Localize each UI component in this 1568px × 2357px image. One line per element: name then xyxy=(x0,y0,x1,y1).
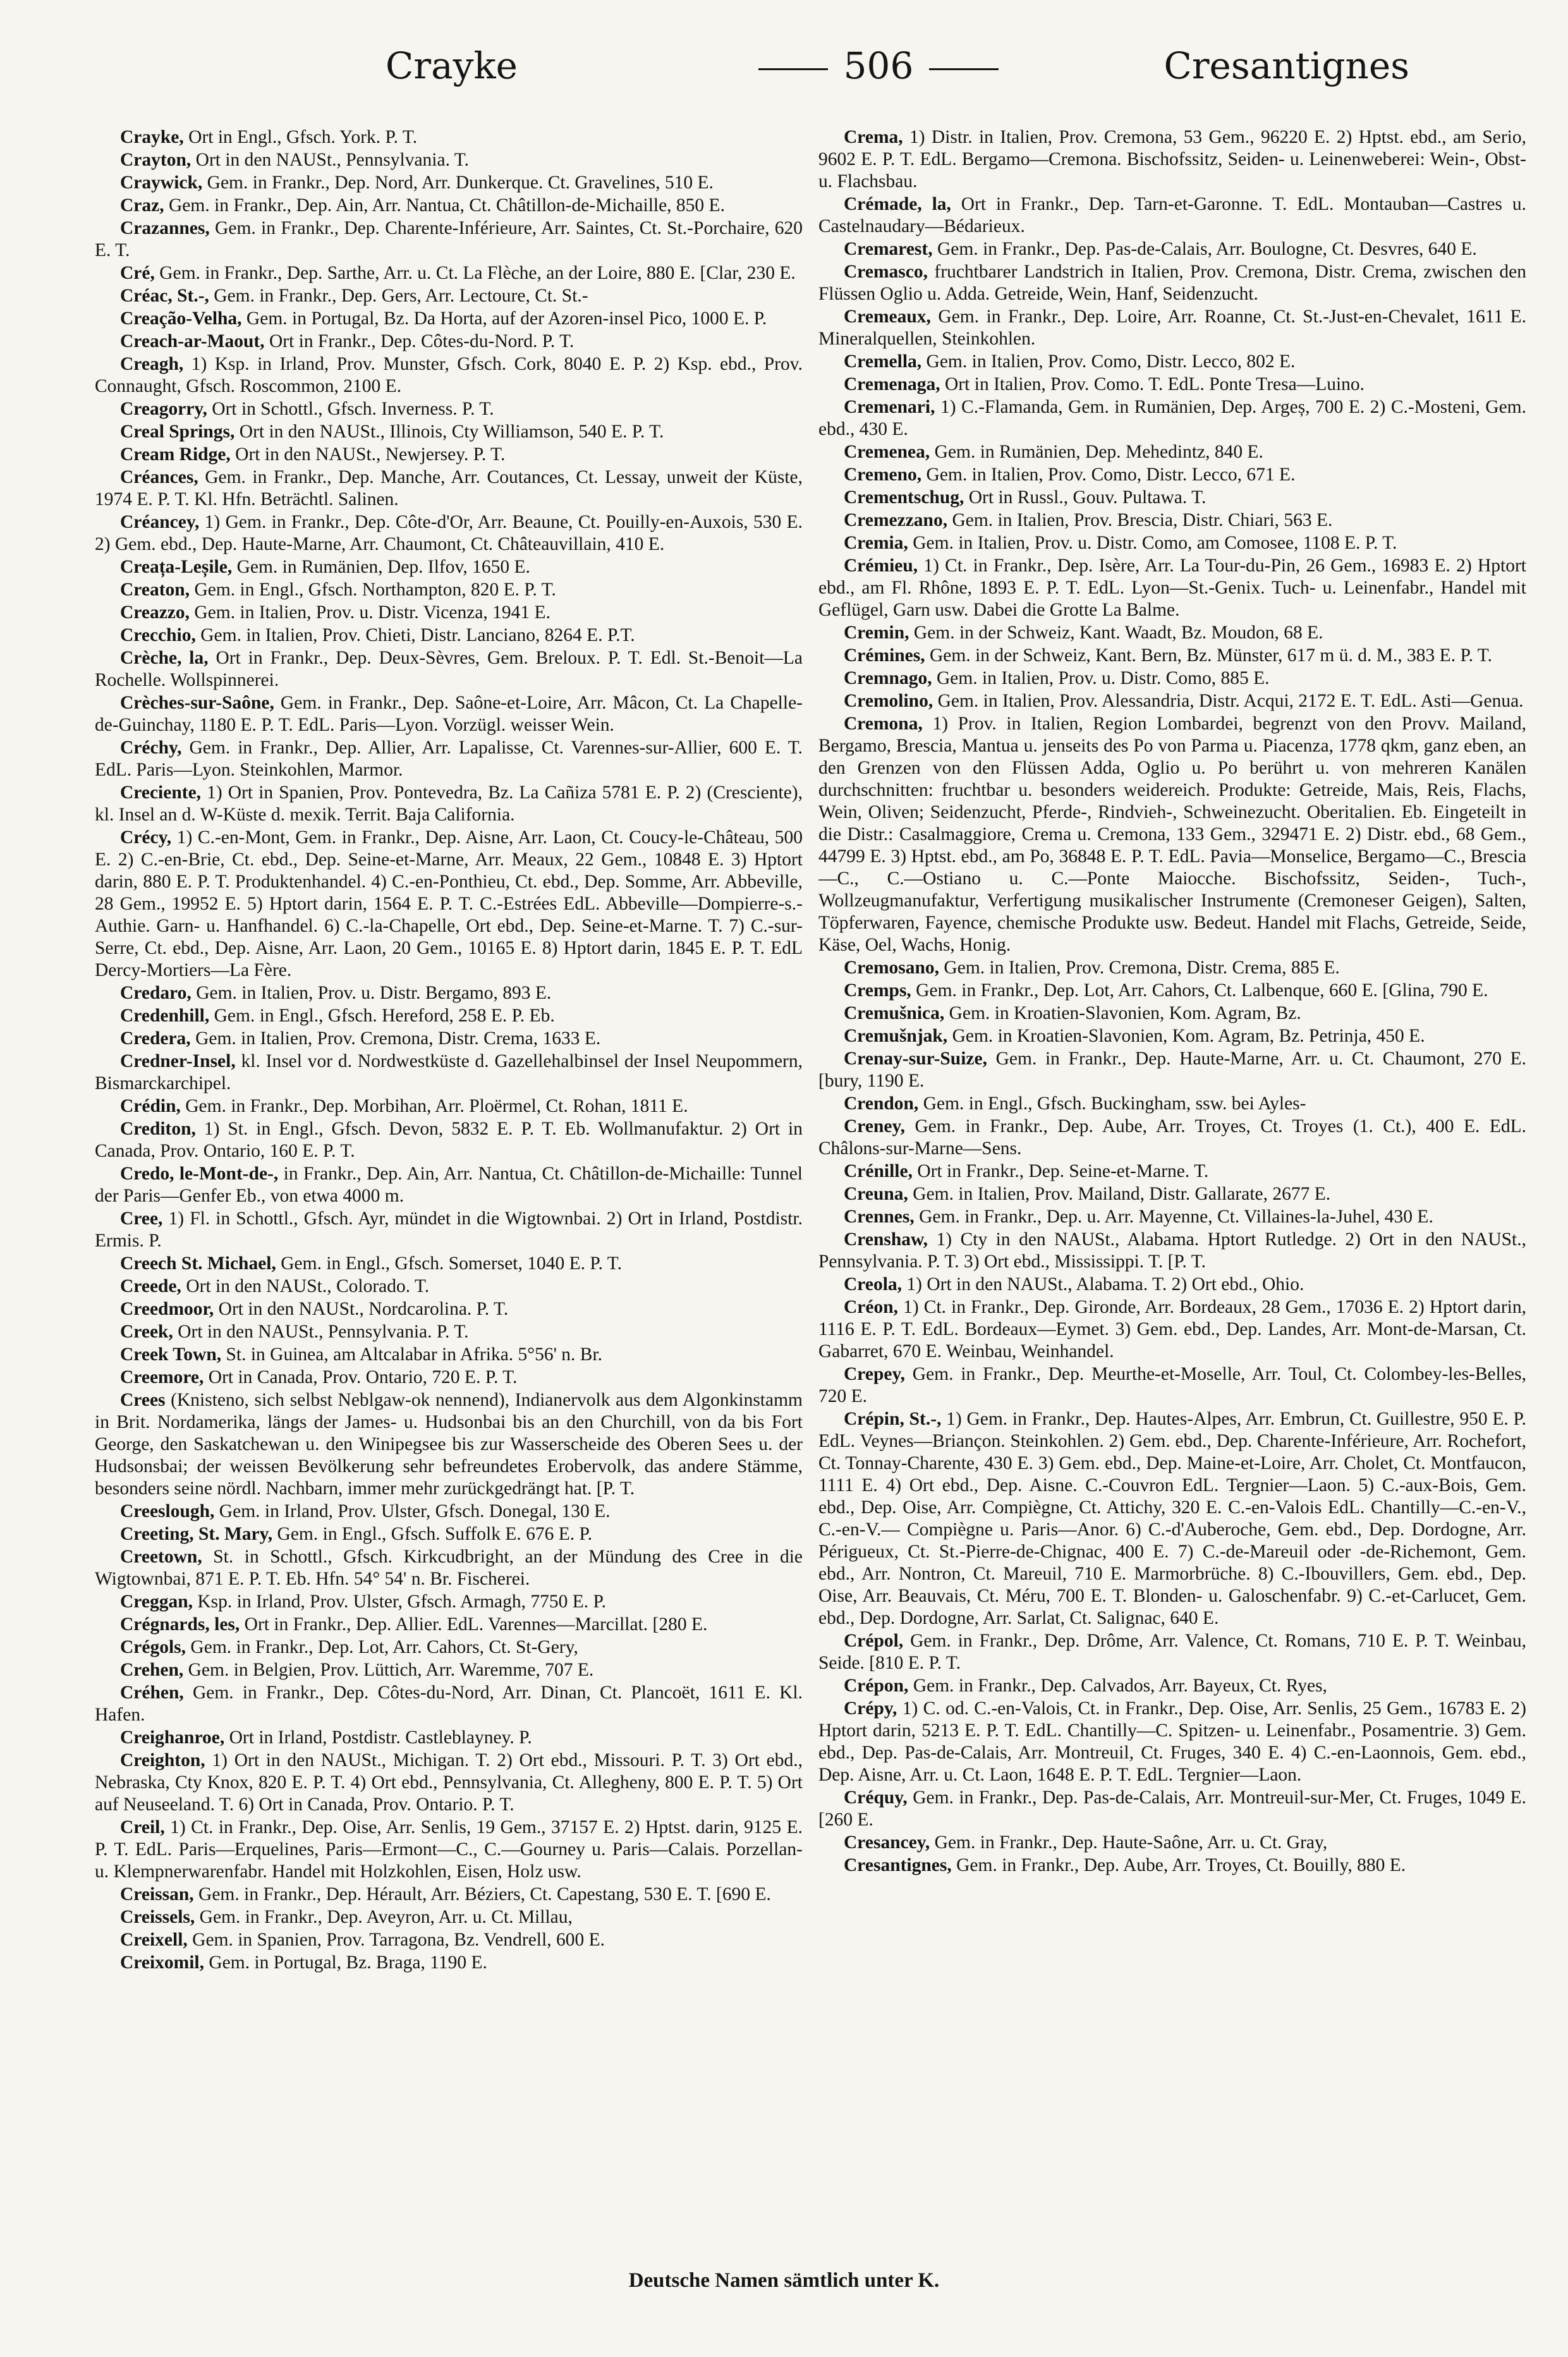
entry-text: Ort in Italien, Prov. Como. T. EdL. Ponte Tresa—Luino. xyxy=(940,374,1365,394)
entry-headword: Creissels, xyxy=(120,1907,195,1927)
entry-text: Gem. in Italien, Prov. Chieti, Distr. Lanciano, 8264 E. P.T. xyxy=(195,625,635,645)
entry-headword: Crépy, xyxy=(844,1698,897,1719)
entry-text: 1) C. od. C.-en-Valois, Ct. in Frankr., Dep. Oise, Arr. Senlis, 25 Gem., 16783 E. 2) Hptort darin, 5213 E. P. T. EdL. Chantilly—C. Spitzen- u. Leinenfabr., Posamentrie. 3) Gem. ebd., Dep. Pas-de-Calais, Arr. Montreuil, Ct. Fruges, 340 E. 4) C.-en-Laonnois, Gem. ebd., Dep. Aisne, Arr. u. Ct. Laon, 1648 E. P. T. EdL. Tergnier—Laon. xyxy=(818,1698,1526,1785)
entry-headword: Crazannes, xyxy=(120,218,210,238)
entry-headword: Creggan, xyxy=(120,1592,193,1612)
dictionary-entry xyxy=(95,1884,803,1906)
entry-text: Gem. in Engl., Gfsch. Buckingham, ssw. bei Ayles- xyxy=(918,1093,1306,1114)
dictionary-entry xyxy=(818,1832,1526,1854)
entry-text: 1) Gem. in Frankr., Dep. Hautes-Alpes, Arr. Embrun, Ct. Guillestre, 950 E. P. EdL. Veynes—Briançon. Steinkohlen. 2) Gem. ebd., Dep. Charente-Inférieure, Arr. Rochefort, Ct. Tonnay-Charente, 430 E. 3) Gem. ebd., Dep. Maine-et-Loire, Arr. Cholet, Ct. Montfaucon, 1111 E. 4) Ort ebd., Dep. Aisne. C.-Couvron EdL. Tergnier—Laon. 5) C.-aux-Bois, Gem. ebd., Dep. Oise, Arr. Compiègne, Ct. Attichy, 320 E. C.-en-Valois EdL. Chantilly—C.-en-V., C.-en-V.— Compiègne u. Paris—Anor. 6) C.-d'Auberoche, Gem. ebd., Dep. Dordogne, Arr. Périgueux, Ct. St.-Pierre-de-Chignac, 400 E. 7) C.-de-Mareuil oder -de-Richemont, Gem. ebd., Arr. Nontron, Ct. Mareuil, 710 E. Marmorbrüche. 8) C.-Ibouvillers, Gem. ebd., Dep. Oise, Arr. Beauvais, Ct. Méru, 700 E. T. Blonden- u. Galoschenfabr. 9) C.-et-Carlucet, Gem. ebd., Dep. Dordogne, Arr. Sarlat, Ct. Salignac, 640 E. xyxy=(818,1409,1526,1628)
dictionary-entry xyxy=(95,556,803,578)
dictionary-entry xyxy=(95,1253,803,1275)
dictionary-entry xyxy=(818,193,1526,238)
dictionary-entry xyxy=(818,351,1526,373)
dictionary-entry xyxy=(95,827,803,982)
right-column xyxy=(818,126,1526,2238)
dictionary-entry xyxy=(818,957,1526,979)
entry-headword: Crennes, xyxy=(844,1207,915,1227)
entry-text: Gem. in Frankr., Dep. Drôme, Arr. Valence, Ct. Romans, 710 E. P. T. Weinbau, Seide. [810 E. P. T. xyxy=(818,1631,1526,1673)
entry-text: Ort in den NAUSt., Pennsylvania. P. T. xyxy=(173,1322,469,1342)
dictionary-entry xyxy=(95,1276,803,1298)
dictionary-entry xyxy=(818,1229,1526,1273)
dictionary-entry xyxy=(818,1160,1526,1183)
header-left-word: Crayke xyxy=(386,44,518,87)
entry-headword: Creação-Velha, xyxy=(120,308,242,329)
dictionary-entry xyxy=(95,1523,803,1545)
dictionary-entry xyxy=(818,126,1526,193)
entry-headword: Credaro, xyxy=(120,983,191,1003)
entry-headword: Cremella, xyxy=(844,351,922,372)
entry-text: Gem. in Engl., Gfsch. Hereford, 258 E. P. Eb. xyxy=(209,1006,555,1026)
entry-headword: Creighton, xyxy=(120,1750,205,1770)
dictionary-entry xyxy=(95,1817,803,1883)
entry-text: 1) Prov. in Italien, Region Lombardei, begrenzt von den Provv. Mailand, Bergamo, Brescia, Mantua u. jenseits des Po von Parma u. Piacenza, 1778 qkm, ganz eben, an den Grenzen von den Flüssen Adda, Oglio u. Po berührt u. von mehreren Kanälen durchschnitten: fruchtbar u. besonders weidereich. Produkte: Getreide, Mais, Reis, Flachs, Wein, Oliven; Seidenzucht, Pferde-, Rindvieh-, Schweinezucht. Oberitalien. Eb. Eingeteilt in die Distr.: Casalmaggiore, Crema u. Cremona, 133 Gem., 329471 E. 2) Distr. ebd., 68 Gem., 44799 E. 3) Hptst. ebd., am Po, 36848 E. P. T. EdL. Pavia—Monselice, Bergamo—C., Brescia—C., C.—Ostiano u. C.—Ponte Maiocche. Bischofssitz, Seiden-, Tuch-, Wollzeugmanufaktur, Verfertigung musikalischer Instrumente (Cremoneser Geigen), Salten, Töpferwaren, Fayence, chemische Produkte usw. Bedeut. Handel mit Flachs, Getreide, Seide, Käse, Oel, Wachs, Honig. xyxy=(818,714,1526,955)
entry-headword: Craywick, xyxy=(120,173,203,193)
dictionary-entry xyxy=(818,1002,1526,1025)
entry-text: 1) Ct. in Frankr., Dep. Oise, Arr. Senlis, 19 Gem., 37157 E. 2) Hptst. darin, 9125 E. P. T. EdL. Paris—Erquelines, Paris—Ermont—C., C.—Gourney u. Paris—Calais. Porzellan- u. Klempnerwarenfabr. Handel mit Holzkohlen, Eisen, Holz usw. xyxy=(95,1817,803,1882)
dictionary-entry xyxy=(818,1116,1526,1160)
dictionary-entry xyxy=(95,782,803,826)
entry-text: Ort in den NAUSt., Illinois, Cty Williamson, 540 E. P. T. xyxy=(234,422,664,442)
entry-text: Ort in den NAUSt., Pennsylvania. T. xyxy=(191,150,469,170)
entry-headword: Crégnards, les, xyxy=(120,1614,240,1635)
page-number: 506 xyxy=(765,44,992,87)
entry-headword: Creixomil, xyxy=(120,1952,204,1973)
entry-headword: Cremasco, xyxy=(844,262,928,282)
header-right-word: Cresantignes xyxy=(1164,44,1409,87)
entry-text: Gem. in Italien, Prov. u. Distr. Bergamo, 893 E. xyxy=(191,983,552,1003)
entry-headword: Cremeno, xyxy=(844,465,922,485)
entry-text: Ort in den NAUSt., Newjersey. P. T. xyxy=(230,444,506,465)
entry-headword: Crémade, la, xyxy=(844,194,951,214)
entry-headword: Creuna, xyxy=(844,1184,908,1204)
dictionary-entry xyxy=(818,1048,1526,1092)
entry-text: 1) Ct. in Frankr., Dep. Isère, Arr. La Tour-du-Pin, 26 Gem., 16983 E. 2) Hptort ebd., am Fl. Rhône, 1893 E. P. T. EdL. Lyon—St.-Genix. Tuch- u. Leinenfabr., Handel mit Geflügel, Garn usw. Dabei die Grotte La Balme. xyxy=(818,556,1526,620)
dictionary-entry xyxy=(95,1118,803,1162)
entry-headword: Cresantignes, xyxy=(844,1855,952,1875)
entry-text: Gem. in Frankr., Dep. Aube, Arr. Troyes, Ct. Troyes (1. Ct.), 400 E. EdL. Châlons-sur-Marne—Sens. xyxy=(818,1116,1526,1159)
entry-text: 1) Ort in den NAUSt., Alabama. T. 2) Ort ebd., Ohio. xyxy=(902,1274,1304,1294)
dictionary-entry xyxy=(818,980,1526,1002)
dictionary-entry xyxy=(95,217,803,262)
entry-text: St. in Schottl., Gfsch. Kirkcudbright, an der Mündung des Cree in die Wigtownbai, 871 E. P. T. Eb. Hfn. 54° 54' n. Br. Fischerei. xyxy=(95,1547,803,1589)
dictionary-entry xyxy=(818,1093,1526,1115)
entry-text: Gem. in Italien, Prov. u. Distr. Vicenza, 1941 E. xyxy=(190,602,550,623)
dictionary-entry xyxy=(818,1698,1526,1786)
dictionary-entry xyxy=(95,308,803,330)
entry-headword: Crenay-sur-Suize, xyxy=(844,1049,987,1069)
entry-text: Gem. in Portugal, Bz. Da Horta, auf der Azoren-insel Pico, 1000 E. P. xyxy=(241,308,767,329)
dictionary-entry xyxy=(95,1906,803,1928)
entry-text: Gem. in Frankr., Dep. Loire, Arr. Roanne, Ct. St.-Just-en-Chevalet, 1611 E. Mineralquellen, Steinkohlen. xyxy=(818,307,1526,349)
entry-text: Ort in Russl., Gouv. Pultawa. T. xyxy=(964,487,1206,508)
entry-headword: Cremenari, xyxy=(844,397,935,417)
entry-headword: Cremeaux, xyxy=(844,307,931,327)
entry-text: Gem. in Frankr., Dep. Manche, Arr. Coutances, Ct. Lessay, unweit der Küste, 1974 E. P. T. Kl. Hfn. Beträchtl. Salinen. xyxy=(95,467,803,509)
entry-text: Gem. in der Schweiz, Kant. Bern, Bz. Münster, 617 m ü. d. M., 383 E. P. T. xyxy=(925,645,1492,666)
entry-headword: Cremnago, xyxy=(844,668,932,688)
dictionary-entry xyxy=(95,692,803,736)
dictionary-entry xyxy=(95,579,803,601)
dictionary-entry xyxy=(95,511,803,556)
dictionary-entry xyxy=(818,1787,1526,1831)
dictionary-entry xyxy=(818,261,1526,305)
entry-headword: Crees xyxy=(120,1390,166,1410)
entry-headword: Creney, xyxy=(844,1116,905,1136)
entry-headword: Cremolino, xyxy=(844,691,933,711)
entry-text: Ort in den NAUSt., Nordcarolina. P. T. xyxy=(214,1299,509,1319)
dictionary-entry xyxy=(95,1591,803,1613)
entry-headword: Crépon, xyxy=(844,1676,909,1696)
dictionary-entry xyxy=(95,262,803,284)
entry-text: Gem. in Rumänien, Dep. Mehedintz, 840 E. xyxy=(930,442,1263,462)
entry-headword: Creissan, xyxy=(120,1884,194,1904)
entry-headword: Creede, xyxy=(120,1276,181,1296)
entry-text: Gem. in Engl., Gfsch. Somerset, 1040 E. P. T. xyxy=(276,1253,622,1274)
entry-text: 1) Cty in den NAUSt., Alabama. Hptort Rutledge. 2) Ort in den NAUSt., Pennsylvania. P. T. 3) Ort ebd., Mississippi. T. [P. T. xyxy=(818,1229,1526,1272)
entry-text: Ort in Frankr., Dep. Tarn-et-Garonne. T. EdL. Montauban—Castres u. Castelnaudary—Bédarieux. xyxy=(818,194,1526,236)
entry-text: Gem. in Frankr., Dep. Calvados, Arr. Bayeux, Ct. Ryes, xyxy=(908,1676,1327,1696)
entry-headword: Crépol, xyxy=(844,1631,904,1651)
entry-text: Gem. in Italien, Prov. Alessandria, Distr. Acqui, 2172 E. T. EdL. Asti—Genua. xyxy=(933,691,1524,711)
dictionary-entry xyxy=(818,1630,1526,1674)
dictionary-entry xyxy=(95,126,803,149)
entry-text: Ort in Schottl., Gfsch. Inverness. P. T. xyxy=(207,399,494,419)
dictionary-entry xyxy=(95,1929,803,1951)
entry-headword: Cremezzano, xyxy=(844,510,948,530)
dictionary-entry xyxy=(95,444,803,466)
entry-text: St. in Guinea, am Altcalabar in Afrika. 5°56' n. Br. xyxy=(221,1344,603,1365)
dictionary-entry xyxy=(818,441,1526,463)
entry-text: Gem. in der Schweiz, Kant. Waadt, Bz. Moudon, 68 E. xyxy=(909,623,1323,643)
entry-text: kl. Insel vor d. Nordwestküste d. Gazellehalbinsel der Insel Neupommern, Bismarckarchipel. xyxy=(95,1051,803,1093)
entry-headword: Cresancey, xyxy=(844,1832,930,1853)
entry-text: Gem. in Frankr., Dep. Haute-Marne, Arr. u. Ct. Chaumont, 270 E. [bury, 1190 E. xyxy=(818,1049,1526,1091)
entry-headword: Creetown, xyxy=(120,1547,202,1567)
entry-text: Ort in den NAUSt., Colorado. T. xyxy=(181,1276,430,1296)
entry-headword: Credenhill, xyxy=(120,1006,210,1026)
entry-headword: Crayke, xyxy=(120,127,184,147)
entry-headword: Creighanroe, xyxy=(120,1727,225,1748)
dictionary-entry xyxy=(818,374,1526,396)
dictionary-entry xyxy=(818,1183,1526,1205)
entry-text: Gem. in Frankr., Dep. Aveyron, Arr. u. Ct. Millau, xyxy=(195,1907,573,1927)
entry-headword: Crayton, xyxy=(120,150,191,170)
entry-headword: Credner-Insel, xyxy=(120,1051,236,1071)
dictionary-entry xyxy=(95,1389,803,1500)
entry-text: Gem. in Engl., Gfsch. Northampton, 820 E. P. T. xyxy=(190,580,556,600)
dictionary-entry xyxy=(95,1636,803,1659)
dictionary-entry xyxy=(818,306,1526,350)
entry-text: 1) Ct. in Frankr., Dep. Gironde, Arr. Bordeaux, 28 Gem., 17036 E. 2) Hptort darin, 1116 E. P. T. EdL. Bordeaux—Eymet. 3) Gem. ebd., Dep. Landes, Arr. Mont-de-Marsan, Ct. Gabarret, 670 E. Weinbau, Weinhandel. xyxy=(818,1297,1526,1361)
page-header xyxy=(95,44,1479,114)
entry-headword: Crendon, xyxy=(844,1093,919,1114)
dictionary-entry xyxy=(818,1274,1526,1296)
entry-headword: Crépin, St.-, xyxy=(844,1409,942,1429)
dictionary-entry xyxy=(95,172,803,194)
entry-text: Gem. in Italien, Prov. Cremona, Distr. Crema, 1633 E. xyxy=(190,1028,601,1049)
entry-headword: Crehen, xyxy=(120,1660,184,1680)
entry-text: Ort in Canada, Prov. Ontario, 720 E. P. T. xyxy=(204,1367,518,1387)
entry-text: Gem. in Frankr., Dep. Morbihan, Arr. Ploërmel, Ct. Rohan, 1811 E. xyxy=(180,1096,688,1116)
entry-headword: Creciente, xyxy=(120,783,202,803)
dictionary-entry xyxy=(95,737,803,781)
entry-text: in Frankr., Dep. Ain, Arr. Nantua, Ct. Châtillon-de-Michaille: Tunnel der Paris—Genfer Eb., von etwa 4000 m. xyxy=(95,1164,803,1206)
entry-text: 1) Gem. in Frankr., Dep. Côte-d'Or, Arr. Beaune, Ct. Pouilly-en-Auxois, 530 E. 2) Gem. ebd., Dep. Haute-Marne, Arr. Chaumont, Ct. Châteauvillain, 410 E. xyxy=(95,512,803,554)
dictionary-entry xyxy=(818,1408,1526,1629)
dictionary-entry xyxy=(818,1855,1526,1877)
dictionary-entry xyxy=(95,466,803,511)
dictionary-entry xyxy=(95,1051,803,1095)
dictionary-entry xyxy=(95,1208,803,1252)
entry-headword: Creixell, xyxy=(120,1930,188,1950)
dictionary-entry xyxy=(95,982,803,1004)
entry-text: Ort in Frankr., Dep. Allier. EdL. Varennes—Marcillat. [280 E. xyxy=(240,1614,708,1635)
dictionary-entry xyxy=(818,690,1526,712)
entry-text: Gem. in Italien, Prov. Como, Distr. Lecco, 671 E. xyxy=(921,465,1296,485)
entry-text: Gem. in Frankr., Dep. Charente-Inférieure, Arr. Saintes, Ct. St.-Porchaire, 620 E. T. xyxy=(95,218,803,260)
entry-text: 1) Distr. in Italien, Prov. Cremona, 53 Gem., 96220 E. 2) Hptst. ebd., am Serio, 9602 E. P. T. EdL. Bergamo—Cremona. Bischofssitz, Seiden- u. Leinenweberei: Wein-, Obst- u. Flachsbau. xyxy=(818,127,1526,192)
dictionary-entry xyxy=(818,509,1526,532)
entry-headword: Creal Springs, xyxy=(120,422,235,442)
entry-headword: Creeslough, xyxy=(120,1501,215,1521)
entry-text: Gem. in Italien, Prov. u. Distr. Como, am Comosee, 1108 E. P. T. xyxy=(908,533,1397,553)
dictionary-entry xyxy=(95,1028,803,1050)
dictionary-entry xyxy=(95,398,803,420)
dictionary-entry xyxy=(95,1546,803,1590)
entry-headword: Créchy, xyxy=(120,738,182,758)
entry-headword: Credo, le-Mont-de-, xyxy=(120,1164,279,1184)
entry-text: Gem. in Frankr., Dep. Saône-et-Loire, Arr. Mâcon, Ct. La Chapelle-de-Guinchay, 1180 E. P. T. EdL. Paris—Lyon. Vorzügl. weisser Wein. xyxy=(95,693,803,735)
entry-text: Gem. in Frankr., Dep. Sarthe, Arr. u. Ct. La Flèche, an der Loire, 880 E. [Clar, 230 E. xyxy=(154,263,796,283)
entry-text: Ort in Frankr., Dep. Deux-Sèvres, Gem. Breloux. P. T. Edl. St.-Benoit—La Rochelle. Wollspinnerei. xyxy=(95,648,803,690)
entry-text: Gem. in Portugal, Bz. Braga, 1190 E. xyxy=(204,1952,487,1973)
entry-text: Gem. in Frankr., Dep. Lot, Arr. Cahors, Ct. Lalbenque, 660 E. [Glina, 790 E. xyxy=(911,980,1488,1001)
entry-text: Gem. in Frankr., Dep. Gers, Arr. Lectoure, Ct. St.- xyxy=(209,286,588,306)
entry-text: Gem. in Italien, Prov. Mailand, Distr. Gallarate, 2677 E. xyxy=(908,1184,1331,1204)
entry-text: Gem. in Frankr., Dep. Meurthe-et-Moselle, Arr. Toul, Ct. Colombey-les-Belles, 720 E. xyxy=(818,1364,1526,1406)
left-column xyxy=(95,126,803,2238)
entry-text: Gem. in Irland, Prov. Ulster, Gfsch. Donegal, 130 E. xyxy=(214,1501,611,1521)
entry-headword: Crémines, xyxy=(844,645,925,666)
entry-headword: Creedmoor, xyxy=(120,1299,214,1319)
entry-text: Gem. in Italien, Prov. Cremona, Distr. Crema, 885 E. xyxy=(939,958,1340,978)
entry-text: Gem. in Frankr., Dep. u. Arr. Mayenne, Ct. Villaines-la-Juhel, 430 E. xyxy=(914,1207,1433,1227)
entry-headword: Cremarest, xyxy=(844,239,933,259)
entry-headword: Creek, xyxy=(120,1322,173,1342)
entry-headword: Crédin, xyxy=(120,1096,181,1116)
dictionary-entry xyxy=(95,285,803,307)
entry-headword: Cremenea, xyxy=(844,442,930,462)
dictionary-entry xyxy=(818,1296,1526,1363)
entry-text: Gem. in Spanien, Prov. Tarragona, Bz. Vendrell, 600 E. xyxy=(187,1930,605,1950)
dictionary-entry xyxy=(818,532,1526,554)
dictionary-entry xyxy=(95,624,803,647)
entry-headword: Cremosano, xyxy=(844,958,940,978)
entry-headword: Cremona, xyxy=(844,714,923,734)
dictionary-entry xyxy=(95,1005,803,1027)
entry-headword: Cremps, xyxy=(844,980,911,1001)
entry-headword: Craz, xyxy=(120,195,164,216)
entry-headword: Creech St. Michael, xyxy=(120,1253,276,1274)
entry-text: 1) Ort in den NAUSt., Michigan. T. 2) Ort ebd., Missouri. P. T. 3) Ort ebd., Nebraska, Cty Knox, 820 E. P. T. 4) Ort ebd., Pennsylvania, Ct. Allegheny, 800 E. P. T. 5) Ort auf Neuseeland. T. 6) Ort in Canada, Prov. Ontario. P. T. xyxy=(95,1750,803,1815)
entry-text: 1) St. in Engl., Gfsch. Devon, 5832 E. P. T. Eb. Wollmanufaktur. 2) Ort in Canada, Prov. Ontario, 160 E. P. T. xyxy=(95,1119,803,1161)
entry-text: Gem. in Italien, Prov. Como, Distr. Lecco, 802 E. xyxy=(921,351,1296,372)
dictionary-entry xyxy=(95,149,803,171)
entry-text: Gem. in Kroatien-Slavonien, Kom. Agram, Bz. xyxy=(944,1003,1301,1023)
entry-headword: Creața-Leșile, xyxy=(120,557,233,577)
entry-text: Gem. in Frankr., Dep. Nord, Arr. Dunkerque. Ct. Gravelines, 510 E. xyxy=(202,173,714,193)
entry-text: Ksp. in Irland, Prov. Ulster, Gfsch. Armagh, 7750 E. P. xyxy=(193,1592,607,1612)
entry-text: 1) C.-Flamanda, Gem. in Rumänien, Dep. Argeș, 700 E. 2) C.-Mosteni, Gem. ebd., 430 E. xyxy=(818,397,1526,439)
entry-headword: Crepey, xyxy=(844,1364,905,1384)
dictionary-entry xyxy=(818,555,1526,621)
dictionary-entry xyxy=(818,1675,1526,1697)
entry-text: 1) C.-en-Mont, Gem. in Frankr., Dep. Aisne, Arr. Laon, Ct. Coucy-le-Château, 500 E. 2) C.-en-Brie, Ct. ebd., Dep. Seine-et-Marne, Arr. Meaux, 22 Gem., 10848 E. 3) Hptort darin, 880 E. P. T. Produktenhandel. 4) C.-en-Ponthieu, Ct. ebd., Dep. Somme, Arr. Abbeville, 28 Gem., 19952 E. 5) Hptort darin, 1564 E. P. T. C.-Estrées EdL. Abbeville—Dompierre-s.-Authie. Garn- u. Hanfhandel. 6) C.-la-Chapelle, Ort ebd., Dep. Seine-et-Marne. T. 7) C.-sur-Serre, Ct. ebd., Dep. Aisne, Arr. Laon, 20 Gem., 10165 E. 8) Hptort darin, 1845 E. P. T. EdL Dercy-Mortiers—La Fère. xyxy=(95,827,803,980)
dictionary-entry xyxy=(95,1750,803,1816)
entry-headword: Creola, xyxy=(844,1274,903,1294)
entry-text: Gem. in Frankr., Dep. Haute-Saône, Arr. u. Ct. Gray, xyxy=(930,1832,1328,1853)
dictionary-entry xyxy=(95,1682,803,1726)
dictionary-entry xyxy=(95,195,803,217)
entry-headword: Cream Ridge, xyxy=(120,444,231,465)
entry-text: 1) Ksp. in Irland, Prov. Munster, Gfsch. Cork, 8040 E. P. 2) Ksp. ebd., Prov. Connaught, Gfsch. Roscommon, 2100 E. xyxy=(95,354,803,396)
entry-text: Gem. in Frankr., Dep. Lot, Arr. Cahors, Ct. St-Gery, xyxy=(186,1637,578,1657)
entry-headword: Créon, xyxy=(844,1297,899,1317)
dictionary-entry xyxy=(95,1614,803,1636)
entry-text: Gem. in Belgien, Prov. Lüttich, Arr. Waremme, 707 E. xyxy=(183,1660,594,1680)
entry-headword: Credera, xyxy=(120,1028,191,1049)
dictionary-entry xyxy=(818,713,1526,956)
entry-text: 1) Ort in Spanien, Prov. Pontevedra, Bz. La Cañiza 5781 E. P. 2) (Cresciente), kl. Insel an d. W-Küste d. mexik. Territ. Baja California. xyxy=(95,783,803,825)
entry-text: Ort in Frankr., Dep. Côtes-du-Nord. P. T. xyxy=(264,331,574,351)
entry-text: Gem. in Engl., Gfsch. Suffolk E. 676 E. P. xyxy=(272,1524,593,1544)
dictionary-entry xyxy=(818,622,1526,644)
entry-text: (Knisteno, sich selbst Neblgaw-ok nennend), Indianervolk aus dem Algonkinstamm in Brit. Nordamerika, längs der James- u. Hudsonbai bis an den Churchill, von da bis Fort George, den Saskatchewan u. den Winipegsee bis zur Wasserscheide des Oberen Sees u. der Hudsonsbai; der weissen Bevölkerung sehr befreundetes Erobervolk, das andere Stämme, besonders seine nördl. Nachbarn, immer mehr zurückgedrängt hat. [P. T. xyxy=(95,1390,803,1499)
dictionary-entry xyxy=(95,1952,803,1974)
entry-text: Gem. in Frankr., Dep. Allier, Arr. Lapalisse, Ct. Varennes-sur-Allier, 600 E. T. EdL. Paris—Lyon. Steinkohlen, Marmor. xyxy=(95,738,803,780)
dictionary-entry xyxy=(95,1344,803,1366)
dictionary-entry xyxy=(818,238,1526,260)
dictionary-entry xyxy=(818,464,1526,486)
dictionary-entry xyxy=(818,1025,1526,1047)
entry-headword: Crémieu, xyxy=(844,556,918,576)
entry-headword: Crégols, xyxy=(120,1637,186,1657)
entry-headword: Creeting, St. Mary, xyxy=(120,1524,273,1544)
entry-text: Gem. in Frankr., Dep. Aube, Arr. Troyes, Ct. Bouilly, 880 E. xyxy=(951,1855,1406,1875)
entry-text: Gem. in Frankr., Dep. Pas-de-Calais, Arr. Boulogne, Ct. Desvres, 640 E. xyxy=(932,239,1477,259)
entry-text: Gem. in Kroatien-Slavonien, Kom. Agram, Bz. Petrinja, 450 E. xyxy=(947,1026,1425,1046)
entry-text: 1) Fl. in Schottl., Gfsch. Ayr, mündet in die Wigtownbai. 2) Ort in Irland, Postdistr. Ermis. P. xyxy=(95,1209,803,1251)
entry-headword: Creek Town, xyxy=(120,1344,222,1365)
entry-text: Gem. in Frankr., Dep. Pas-de-Calais, Arr. Montreuil-sur-Mer, Ct. Fruges, 1049 E. [260 E. xyxy=(818,1788,1526,1830)
dictionary-entry xyxy=(95,1367,803,1389)
entry-headword: Creach-ar-Maout, xyxy=(120,331,265,351)
dictionary-entry xyxy=(95,1659,803,1681)
entry-text: Gem. in Italien, Prov. Brescia, Distr. Chiari, 563 E. xyxy=(947,510,1333,530)
dictionary-entry xyxy=(95,421,803,443)
entry-headword: Créances, xyxy=(120,467,198,487)
entry-text: fruchtbarer Landstrich in Italien, Prov. Cremona, Distr. Crema, zwischen den Flüssen Oglio u. Adda. Getreide, Wein, Hanf, Seidenzucht. xyxy=(818,262,1526,304)
dictionary-entry xyxy=(818,487,1526,509)
entry-text: Ort in Engl., Gfsch. York. P. T. xyxy=(183,127,418,147)
entry-headword: Creaton, xyxy=(120,580,190,600)
entry-text: Gem. in Frankr., Dep. Ain, Arr. Nantua, Ct. Châtillon-de-Michaille, 850 E. xyxy=(164,195,725,216)
entry-headword: Créancey, xyxy=(120,512,200,532)
entry-text: Gem. in Rumänien, Dep. Ilfov, 1650 E. xyxy=(232,557,530,577)
entry-headword: Cré, xyxy=(120,263,155,283)
entry-headword: Cree, xyxy=(120,1209,163,1229)
dictionary-entry xyxy=(95,1095,803,1118)
entry-headword: Créhen, xyxy=(120,1683,184,1703)
entry-headword: Cremin, xyxy=(844,623,909,643)
entry-headword: Creil, xyxy=(120,1817,165,1837)
dictionary-entry xyxy=(818,1363,1526,1408)
dictionary-entry xyxy=(818,396,1526,441)
entry-headword: Crécy, xyxy=(120,827,172,848)
dictionary-entry xyxy=(95,1321,803,1343)
dictionary-entry xyxy=(95,1501,803,1523)
entry-headword: Cremenaga, xyxy=(844,374,940,394)
entry-headword: Creemore, xyxy=(120,1367,204,1387)
entry-headword: Crementschug, xyxy=(844,487,964,508)
entry-headword: Creazzo, xyxy=(120,602,190,623)
entry-headword: Cremušnjak, xyxy=(844,1026,948,1046)
entry-headword: Crèche, la, xyxy=(120,648,209,668)
entry-headword: Cremia, xyxy=(844,533,908,553)
dictionary-entry xyxy=(95,1298,803,1320)
dictionary-entry xyxy=(95,331,803,353)
dictionary-entry xyxy=(95,602,803,624)
entry-headword: Creagorry, xyxy=(120,399,207,419)
dictionary-entry xyxy=(95,1727,803,1749)
entry-headword: Crenshaw, xyxy=(844,1229,928,1250)
entry-headword: Crecchio, xyxy=(120,625,196,645)
entry-text: Gem. in Frankr., Dep. Côtes-du-Nord, Arr. Dinan, Ct. Plancoët, 1611 E. Kl. Hafen. xyxy=(95,1683,803,1725)
dictionary-entry xyxy=(95,647,803,691)
entry-headword: Crénille, xyxy=(844,1161,913,1181)
entry-headword: Creagh, xyxy=(120,354,184,374)
entry-text: Ort in Frankr., Dep. Seine-et-Marne. T. xyxy=(912,1161,1209,1181)
dictionary-entry xyxy=(95,353,803,398)
entry-headword: Crèches-sur-Saône, xyxy=(120,693,274,713)
entry-headword: Créac, St.-, xyxy=(120,286,209,306)
dictionary-entry xyxy=(818,645,1526,667)
entry-text: Gem. in Italien, Prov. u. Distr. Como, 885 E. xyxy=(932,668,1270,688)
page-footer: Deutsche Namen sämtlich unter K. xyxy=(628,2269,940,2292)
entry-text: Gem. in Frankr., Dep. Hérault, Arr. Béziers, Ct. Capestang, 530 E. T. [690 E. xyxy=(193,1884,771,1904)
dictionary-entry xyxy=(95,1163,803,1207)
entry-headword: Cremušnica, xyxy=(844,1003,945,1023)
dictionary-entry xyxy=(818,1206,1526,1228)
entry-headword: Crediton, xyxy=(120,1119,196,1139)
entry-headword: Créquy, xyxy=(844,1788,908,1808)
entry-text: Ort in Irland, Postdistr. Castleblayney. P. xyxy=(224,1727,532,1748)
entry-headword: Crema, xyxy=(844,127,903,147)
dictionary-entry xyxy=(818,667,1526,690)
